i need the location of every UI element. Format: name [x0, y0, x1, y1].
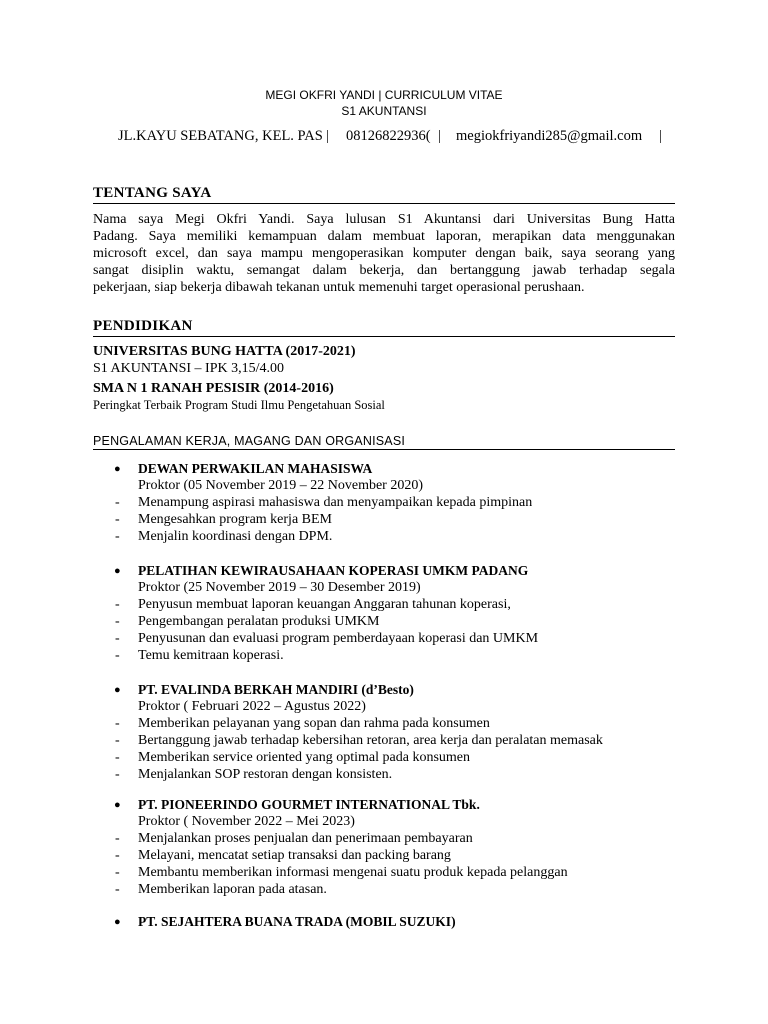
job-period: Proktor (25 November 2019 – 30 Desember 2019): [138, 580, 421, 595]
phone-text: 08126822936(: [346, 128, 431, 144]
duty-item: [0, 848, 768, 865]
duty-item: [0, 733, 768, 750]
education-name: SMA N 1 RANAH PESISIR (2014-2016): [93, 381, 334, 396]
dash-marker: -: [115, 631, 120, 646]
duty-text: Penyusunan dan evaluasi program pemberdayaan koperasi dan UMKM: [138, 631, 539, 646]
bullet-icon: ●: [114, 565, 121, 577]
job-title: PELATIHAN KEWIRAUSAHAAN KOPERASI UMKM PADANG: [138, 563, 529, 578]
dash-marker: -: [115, 495, 120, 510]
duty-text: Menjalin koordinasi dengan DPM.: [138, 529, 333, 544]
about-paragraph: [93, 211, 675, 296]
job-title: PT. EVALINDA BERKAH MANDIRI (d’Besto): [138, 682, 414, 697]
job-period: Proktor (05 November 2019 – 22 November 2020): [138, 478, 424, 493]
dash-marker: -: [115, 882, 120, 897]
job-title: PT. SEJAHTERA BUANA TRADA (MOBIL SUZUKI): [138, 914, 456, 929]
dash-marker: -: [115, 529, 120, 544]
dash-marker: -: [115, 733, 120, 748]
bullet-icon: ●: [114, 463, 121, 475]
duty-item: [0, 648, 768, 665]
dash-marker: -: [115, 512, 120, 527]
cv-title: MEGI OKFRI YANDI | CURRICULUM VITAE: [265, 88, 503, 102]
duty-text: Mengesahkan program kerja BEM: [138, 512, 332, 527]
education-detail: S1 AKUNTANSI – IPK 3,15/4.00: [93, 361, 285, 376]
dash-marker: -: [115, 848, 120, 863]
job-title: PT. PIONEERINDO GOURMET INTERNATIONAL Tbk.: [138, 797, 480, 812]
duty-item: [0, 614, 768, 631]
duty-text: Menampung aspirasi mahasiswa dan menyampaikan kepada pimpinan: [138, 495, 533, 510]
dash-marker: -: [115, 750, 120, 765]
duty-text: Memberikan laporan pada atasan.: [138, 882, 327, 897]
dash-marker: -: [115, 614, 120, 629]
bullet-icon: ●: [114, 684, 121, 696]
education-heading: PENDIDIKAN: [93, 318, 675, 337]
duty-text: Penyusun membuat laporan keuangan Anggaran tahunan koperasi,: [138, 597, 511, 612]
address-text: JL.KAYU SEBATANG, KEL. PAS: [118, 128, 323, 144]
education-detail: Peringkat Terbaik Program Studi Ilmu Pengetahuan Sosial: [93, 398, 385, 412]
about-line: Padang. Saya memiliki kemampuan dalam membuat laporan, merapikan data menggunakan: [93, 229, 675, 244]
experience-heading: PENGALAMAN KERJA, MAGANG DAN ORGANISASI: [93, 434, 675, 450]
duty-item: [0, 512, 768, 529]
email-text: megiokfriyandi285@gmail.com: [456, 128, 643, 144]
bullet-icon: ●: [114, 916, 121, 928]
contact-separator: |: [326, 128, 329, 144]
duty-text: Memberikan pelayanan yang sopan dan rahma pada konsumen: [138, 716, 490, 731]
about-line: Nama saya Megi Okfri Yandi. Saya lulusan S1 Akuntansi dari Universitas Bung Hatta: [93, 212, 675, 227]
duty-text: Bertanggung jawab terhadap kebersihan retoran, area kerja dan peralatan memasak: [138, 733, 603, 748]
duty-item: [0, 831, 768, 848]
duty-item: [0, 495, 768, 512]
duty-item: [0, 529, 768, 546]
dash-marker: -: [115, 865, 120, 880]
bullet-icon: ●: [114, 799, 121, 811]
about-line: microsoft excel, dan saya mampu mengoperasikan komputer dengan baik, saya seorang yang: [93, 246, 675, 261]
job-period: Proktor ( Februari 2022 – Agustus 2022): [138, 699, 366, 714]
dash-marker: -: [115, 597, 120, 612]
about-line: pekerjaan, siap bekerja dibawah tekanan untuk memenuhi target operasional perushaan.: [93, 280, 585, 295]
duty-text: Pengembangan peralatan produksi UMKM: [138, 614, 380, 629]
dash-marker: -: [115, 831, 120, 846]
duty-text: Temu kemitraan koperasi.: [138, 648, 284, 663]
cv-subtitle: S1 AKUNTANSI: [341, 104, 427, 118]
dash-marker: -: [115, 767, 120, 782]
about-heading: TENTANG SAYA: [93, 185, 675, 204]
duty-text: Melayani, mencatat setiap transaksi dan packing barang: [138, 848, 451, 863]
duty-text: Menjalankan SOP restoran dengan konsisten.: [138, 767, 393, 782]
duty-item: [0, 631, 768, 648]
dash-marker: -: [115, 716, 120, 731]
duty-item: [0, 750, 768, 767]
job-period: Proktor ( November 2022 – Mei 2023): [138, 814, 355, 829]
contact-line: [118, 128, 669, 145]
duty-item: [0, 882, 768, 899]
job-title: DEWAN PERWAKILAN MAHASISWA: [138, 461, 373, 476]
about-line: sangat disiplin waktu, semangat dalam bekerja, dan bertanggung jawab terhadap segala: [93, 263, 675, 278]
duty-item: [0, 767, 768, 784]
contact-separator: |: [659, 128, 662, 144]
duty-item: [0, 716, 768, 733]
education-name: UNIVERSITAS BUNG HATTA (2017-2021): [93, 344, 356, 359]
duty-text: Menjalankan proses penjualan dan penerimaan pembayaran: [138, 831, 473, 846]
duty-text: Memberikan service oriented yang optimal pada konsumen: [138, 750, 471, 765]
duty-item: [0, 865, 768, 882]
contact-separator: |: [438, 128, 441, 144]
dash-marker: -: [115, 648, 120, 663]
duty-text: Membantu memberikan informasi mengenai suatu produk kepada pelanggan: [138, 865, 568, 880]
duty-item: [0, 597, 768, 614]
